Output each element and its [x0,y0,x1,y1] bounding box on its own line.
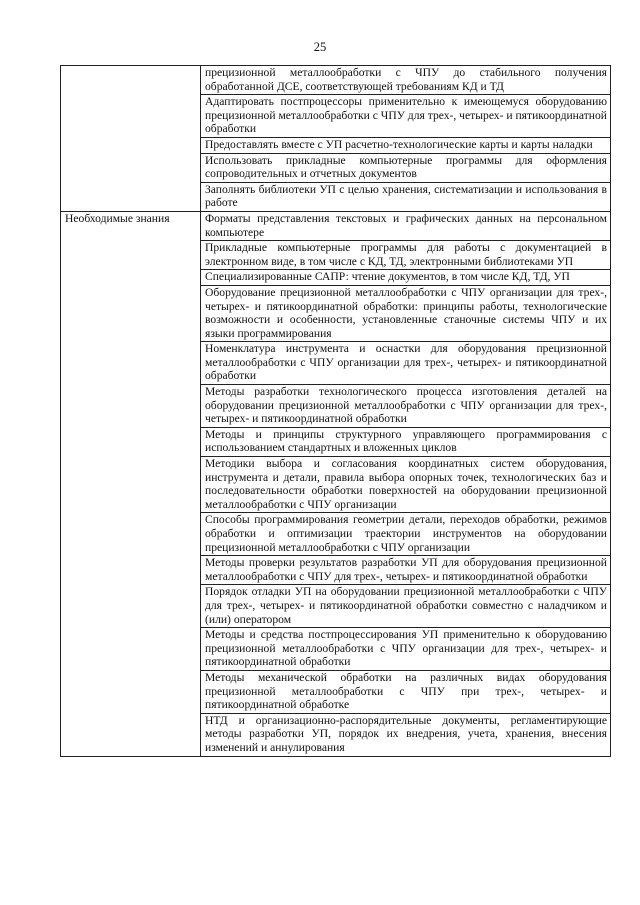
table-cell: Использовать прикладные компьютерные программы для оформления сопроводительных и отчетных документов [201,153,611,182]
table-cell: Способы программирования геометрии детали, переходов обработки, режимов обработки и оптимизации траектории инструментов на оборудовании прецизионной металлообработки с ЧПУ организации [201,513,611,556]
table-cell: Заполнять библиотеки УП с целью хранения, систематизации и использования в работе [201,182,611,211]
table-cell: прецизионной металлообработки с ЧПУ до стабильного получения обработанной ДСЕ, соответствующей требованиям КД и ТД [201,66,611,95]
table-cell: НТД и организационно-распорядительные документы, регламентирующие методы разработки УП, порядок их внедрения, учета, хранения, внесения изменений и аннулирования [201,713,611,756]
table-cell: Методы и средства постпроцессирования УП применительно к оборудованию прецизионной металлообработки с ЧПУ организации для трех-, четырех- и пятикоординатной обработки [201,628,611,671]
table-cell: Методы проверки результатов разработки УП для оборудования прецизионной металлообработки с ЧПУ для трех-, четырех- и пятикоординатной обработки [201,556,611,585]
table-cell: Адаптировать постпроцессоры применительно к имеющемуся оборудованию прецизионной металлообработки с ЧПУ для трех-, четырех- и пятикоординатной обработки [201,95,611,138]
table-row [61,66,611,95]
table-cell: Специализированные САПР: чтение документов, в том числе КД, ТД, УП [201,270,611,286]
table-cell: Оборудование прецизионной металлообработки с ЧПУ организации для трех-, четырех- и пятикоординатной обработки: принципы работы, технологические возможности и особенности, установленные станочные системы ЧПУ и их языки программирования [201,285,611,341]
table-cell: Методы механической обработки на различных видах оборудования прецизионной металлообработки с ЧПУ при трех-, четырех- и пятикоординатной обработке [201,670,611,713]
table-row [61,211,611,240]
table-cell: Номенклатура инструмента и оснастки для оборудования прецизионной металлообработки с ЧПУ организации для трех-, четырех- и пятикоординатной обработки [201,342,611,385]
page-number: 25 [313,40,327,54]
table-cell: Прикладные компьютерные программы для работы с документацией в электронном виде, в том числе с КД, ТД, электронными библиотеками УП [201,241,611,270]
table-cell: Предоставлять вместе с УП расчетно-технологические карты и карты наладки [201,137,611,153]
table-cell: Методы и принципы структурного управляющего программирования с использованием стандартных и вложенных циклов [201,427,611,456]
table-cell: Порядок отладки УП на оборудовании прецизионной металлообработки с ЧПУ для трех-, четырех- и пятикоординатной обработки совместно с наладчиком и (или) оператором [201,585,611,628]
row-label-required-knowledge: Необходимые знания [61,211,201,756]
table-cell: Форматы представления текстовых и графических данных на персональном компьютере [201,211,611,240]
table-cell: Методики выбора и согласования координатных систем оборудования, инструмента и детали, правила выбора опорных точек, технологических баз и последовательности обработки поверхностей на оборудовании прецизионной металлообработки с ЧПУ организации [201,457,611,513]
table-cell: Методы разработки технологического процесса изготовления деталей на оборудовании прецизионной металлообработки с ЧПУ организации для трех-, четырех- и пятикоординатной обработки [201,385,611,428]
row-label-skills-continued [61,66,201,212]
requirements-table [60,65,611,757]
